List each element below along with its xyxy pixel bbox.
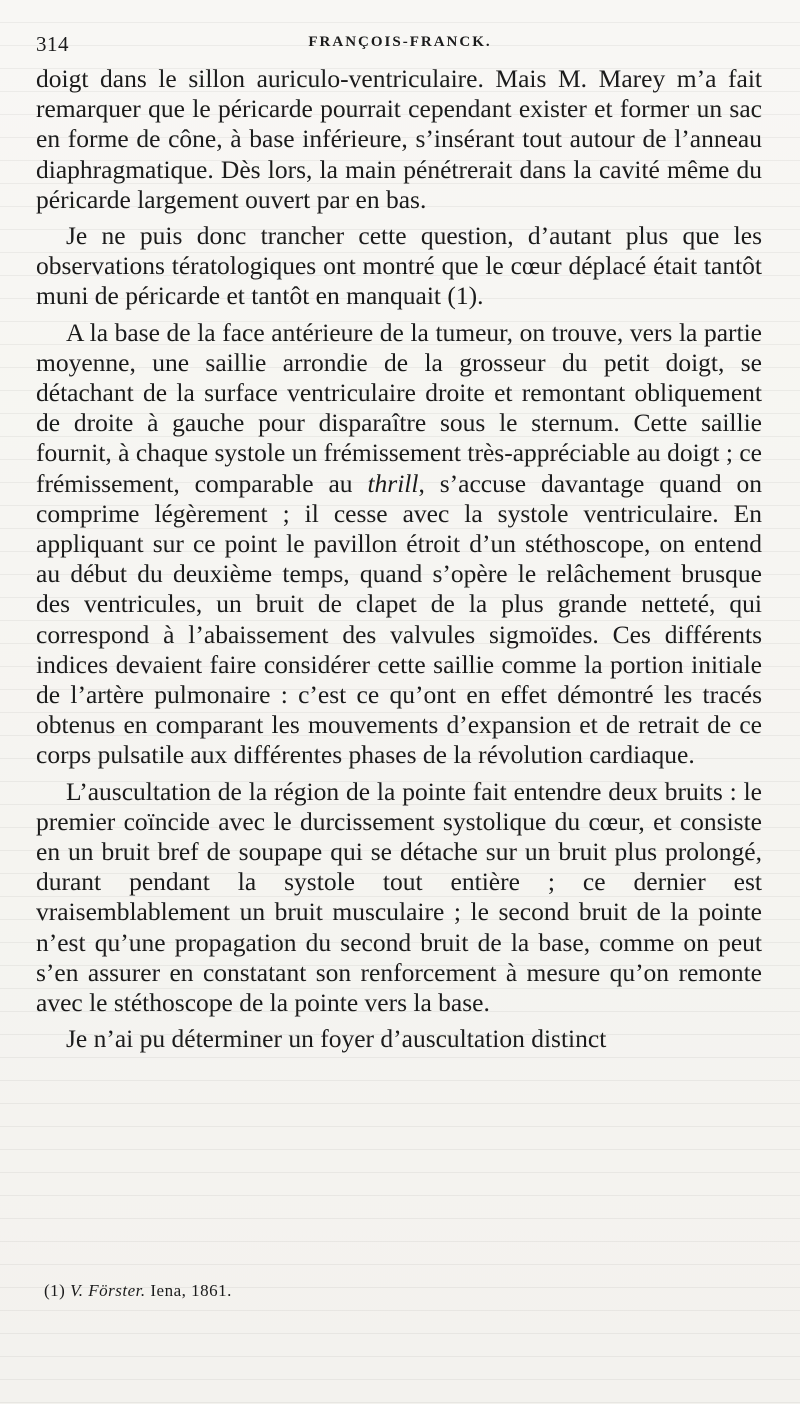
footnote-reference: Iena, 1861. xyxy=(150,1281,232,1300)
footnote xyxy=(44,1281,232,1301)
paragraph-5: Je n’ai pu déterminer un foyer d’auscultation distinct xyxy=(66,1024,607,1054)
italic-term: thrill xyxy=(367,468,419,498)
running-title: FRANÇOIS-FRANCK. xyxy=(308,34,492,50)
page-header xyxy=(36,30,764,58)
footnote-marker: (1) xyxy=(44,1281,66,1300)
paragraph-3: A la base de la face antérieure de la tumeur, on trouve, vers la partie moyenne, une saillie arrondie de la grosseur du petit doigt, se détachant de la surface ventriculaire droite et remontant obliquement de droite à gauche pour disparaître sous le sternum. Cette saillie fournit, à chaque systole un frémissement très-appréciable au doigt ; ce frémissement, comparable au thrill, s’accuse davantage quand on comprime légèrement ; il cesse avec la systole ventriculaire. En appliquant sur ce point le pavillon étroit d’un stéthoscope, on entend au début du deuxième temps, quand s’opère le relâchement brusque des ventricules, un bruit de clapet de la plus grande netteté, qui correspond à l’abaissement des valvules sigmoïdes. Ces différents indices devaient faire considérer cette saillie comme la portion initiale de l’artère pulmonaire : c’est ce qu’ont en effet démontré les tracés obtenus en comparant les mouvements d’expansion et de retrait de ce corps pulsatile aux différentes phases de la révolution cardiaque. xyxy=(36,317,762,770)
page-number: 314 xyxy=(36,32,69,56)
footnote-author: V. Förster. xyxy=(70,1281,146,1300)
body-text xyxy=(36,64,762,1055)
paragraph-4: L’auscultation de la région de la pointe fait entendre deux bruits : le premier coïncide avec le durcissement systolique du cœur, et consiste en un bruit bref de soupape qui se détache sur un bruit plus prolongé, durant pendant la systole tout entière ; ce dernier est vraisemblablement un bruit musculaire ; le second bruit de la pointe n’est qu’une propagation du second bruit de la base, comme on peut s’en assurer en constatant son renforcement à mesure qu’on remonte avec le stéthoscope de la pointe vers la base. xyxy=(36,776,762,1018)
paragraph-1: doigt dans le sillon auriculo-ventriculaire. Mais M. Marey m’a fait remarquer que le péricarde pourrait cependant exister et former un sac en forme de cône, à base inférieure, s’insérant tout autour de l’anneau diaphragmatique. Dès lors, la main pénétrerait dans la cavité même du péricarde largement ouvert par en bas. xyxy=(36,64,762,214)
paragraph-2: Je ne puis donc trancher cette question, d’autant plus que les observations tératologiques ont montré que le cœur déplacé était tantôt muni de péricarde et tantôt en manquait (1). xyxy=(36,221,762,311)
